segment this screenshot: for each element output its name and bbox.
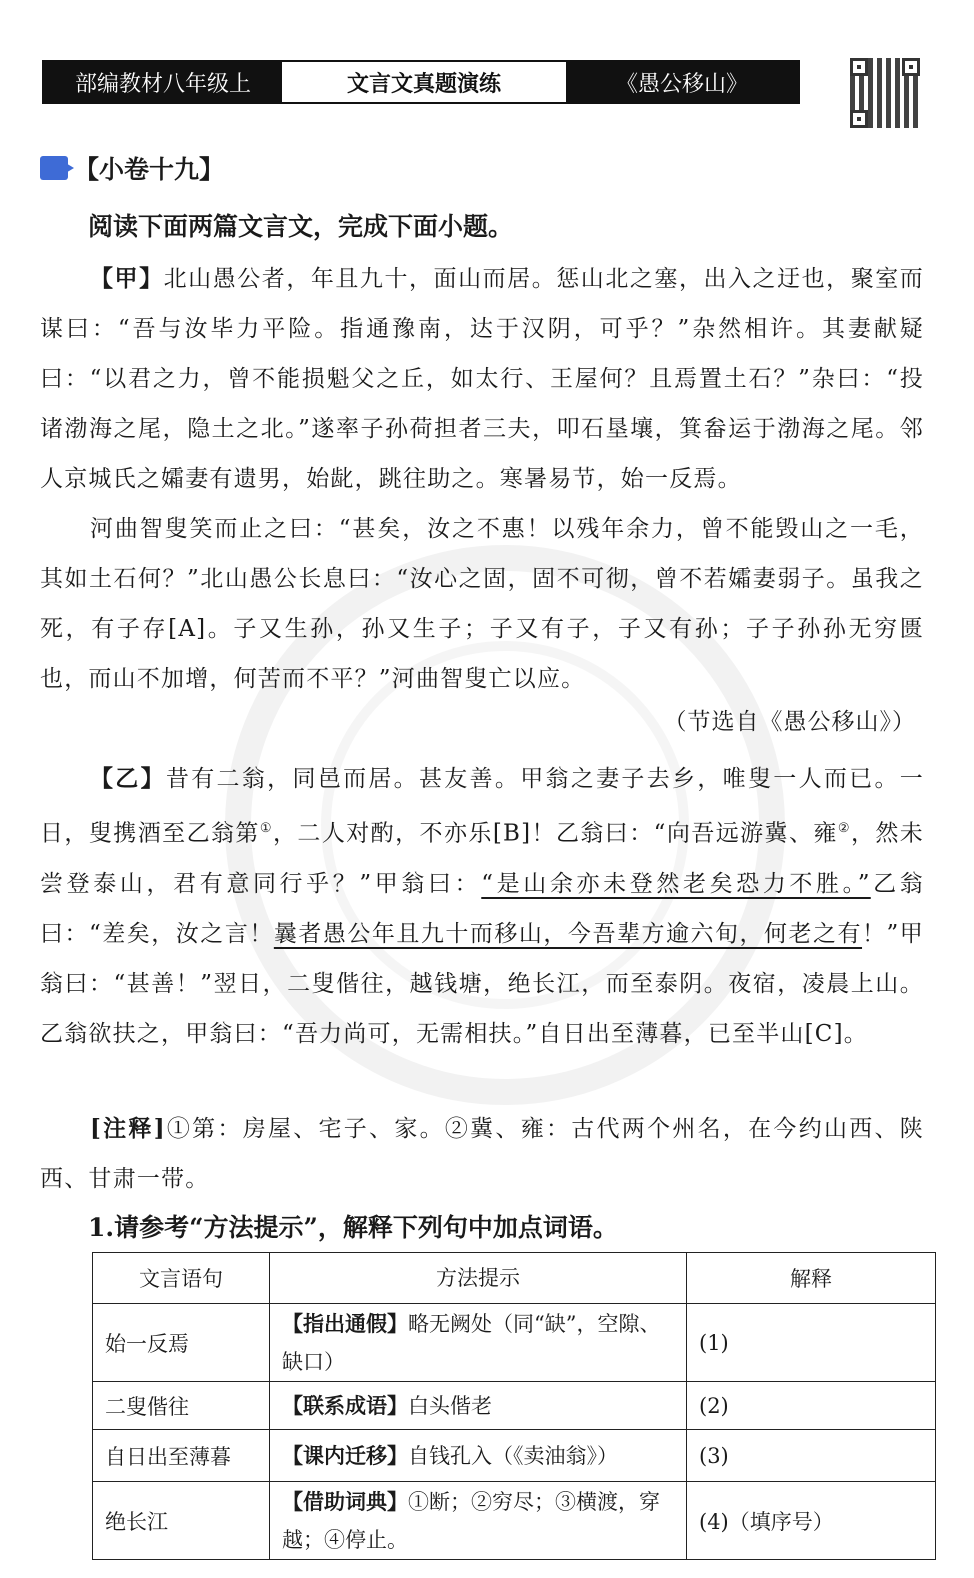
answer-cell[interactable]: (3) bbox=[687, 1430, 936, 1482]
qr-code-icon bbox=[850, 58, 920, 128]
sentence-cell: 自日出至薄暮 bbox=[93, 1430, 270, 1482]
hint-tag: 【借助词典】 bbox=[282, 1488, 408, 1514]
passage-yi-tag: 【乙】 bbox=[90, 765, 166, 792]
question-1-title: 1.请参考“方法提示”，解释下列句中加点词语。 bbox=[88, 1213, 618, 1242]
flag-icon bbox=[40, 156, 68, 180]
qr-eye-icon bbox=[850, 58, 868, 76]
hint-cell bbox=[270, 1482, 687, 1560]
passage-yi-paragraph bbox=[40, 754, 924, 1059]
hint-tag: 【课内迁移】 bbox=[282, 1442, 408, 1468]
table-row bbox=[93, 1382, 936, 1430]
table-header: 方法提示 bbox=[270, 1253, 687, 1304]
hint-cell bbox=[270, 1304, 687, 1382]
footnote-marker: ② bbox=[837, 821, 851, 836]
underlined-sentence-2: 曩者愚公年且九十而移山，今吾辈方逾六旬，何老之有 bbox=[273, 920, 863, 947]
notes-label: [注释] bbox=[90, 1115, 166, 1142]
hint-text: 自钱孔入（《卖油翁》） bbox=[408, 1443, 618, 1468]
question-1-table bbox=[92, 1252, 936, 1560]
table-row bbox=[93, 1482, 936, 1560]
passage-yi-text-5: ！”甲翁曰：“甚善！”翌日，二叟偕往，越钱塘，绝长江，而至泰阴。夜宿，凌晨上山。乙翁欲扶之，甲翁曰：“吾力尚可，无需相扶。”自日出至薄暮，已至半山[C]。 bbox=[40, 920, 925, 1047]
table-row bbox=[93, 1304, 936, 1382]
hint-text: 白头偕老 bbox=[408, 1393, 492, 1418]
header-lesson: 《愚公移山》 bbox=[566, 62, 798, 102]
hint-text: 略无阙处（同“缺”，空隙、缺口） bbox=[282, 1311, 661, 1374]
section-title-text: 【小卷十九】 bbox=[74, 155, 225, 184]
answer-cell[interactable]: (2) bbox=[687, 1382, 936, 1430]
hint-cell bbox=[270, 1430, 687, 1482]
passage-jia-paragraph-1 bbox=[40, 254, 924, 504]
sentence-cell: 二叟偕往 bbox=[93, 1382, 270, 1430]
notes-text: ①第：房屋、宅子、家。②冀、雍：古代两个州名，在今约山西、陕西、甘肃一带。 bbox=[40, 1116, 924, 1192]
hint-tag: 【联系成语】 bbox=[282, 1392, 408, 1418]
hint-cell bbox=[270, 1382, 687, 1430]
header-bar bbox=[42, 60, 800, 104]
hint-tag: 【指出通假】 bbox=[282, 1310, 408, 1336]
answer-cell[interactable]: (4)（填序号） bbox=[687, 1482, 936, 1560]
reading-instruction: 阅读下面两篇文言文，完成下面小题。 bbox=[88, 212, 514, 241]
passage-yi-text-2: ，二人对酌，不亦乐[B]！乙翁曰：“向吾远游冀、雍 bbox=[272, 820, 838, 847]
passage-jia-text-2: 河曲智叟笑而止之曰：“甚矣，汝之不惠！以残年余力，曾不能毁山之一毛，其如土石何？”北山愚公长息曰：“汝心之固，固不可彻，曾不若孀妻弱子。虽我之死，有子存[A]。子又生孙，孙又生子；子又有子，子又有孙；子子孙孙无穷匮也，而山不加增，何苦而不平？”河曲智叟亡以应。 bbox=[40, 516, 924, 692]
sentence-cell: 始一反焉 bbox=[93, 1304, 270, 1382]
table-header: 解释 bbox=[687, 1253, 936, 1304]
table-header: 文言语句 bbox=[93, 1253, 270, 1304]
table-header-row bbox=[93, 1253, 936, 1304]
section-title bbox=[40, 150, 224, 186]
underlined-sentence-1: “是山余亦未登然老矣恐力不胜。” bbox=[481, 870, 871, 897]
passage-yi-text-3: ，然未尝登泰山，君有意同行乎？”甲翁曰： bbox=[40, 820, 925, 897]
answer-cell[interactable]: (1) bbox=[687, 1304, 936, 1382]
passage-jia-text-1: 北山愚公者，年且九十，面山而居。惩山北之塞，出入之迂也，聚室而谋曰：“吾与汝毕力平险。指通豫南，达于汉阴，可乎？”杂然相许。其妻献疑曰：“以君之力，曾不能损魁父之丘，如太行、王屋何？且焉置土石？”杂曰：“投诸渤海之尾，隐土之北。”遂率子孙荷担者三夫，叩石垦壤，箕畚运于渤海之尾。邻人京城氏之孀妻有遗男，始龀，跳往助之。寒暑易节，始一反焉。 bbox=[40, 266, 924, 492]
hint-text: ①断；②穷尽；③横渡，穿越；④停止。 bbox=[282, 1489, 660, 1552]
qr-eye-icon bbox=[850, 110, 868, 128]
passage-jia-tag: 【甲】 bbox=[90, 265, 164, 292]
passage-source: （节选自《愚公移山》） bbox=[663, 709, 916, 735]
passage-yi-text-1: 昔有二翁，同邑而居。甚友善。甲翁之妻子去乡，唯叟一人而已。一日，叟携酒至乙翁第 bbox=[40, 766, 924, 847]
passage-jia-paragraph-2 bbox=[40, 504, 924, 704]
notes-paragraph bbox=[40, 1104, 924, 1204]
footnote-marker: ① bbox=[259, 821, 273, 836]
table-row bbox=[93, 1430, 936, 1482]
passage-yi-text-4: 乙翁曰：“差矣，汝之言！ bbox=[40, 870, 924, 947]
header-grade: 部编教材八年级上 bbox=[44, 62, 282, 102]
qr-eye-icon bbox=[902, 58, 920, 76]
sentence-cell: 绝长江 bbox=[93, 1482, 270, 1560]
header-subject: 文言文真题演练 bbox=[282, 62, 566, 102]
